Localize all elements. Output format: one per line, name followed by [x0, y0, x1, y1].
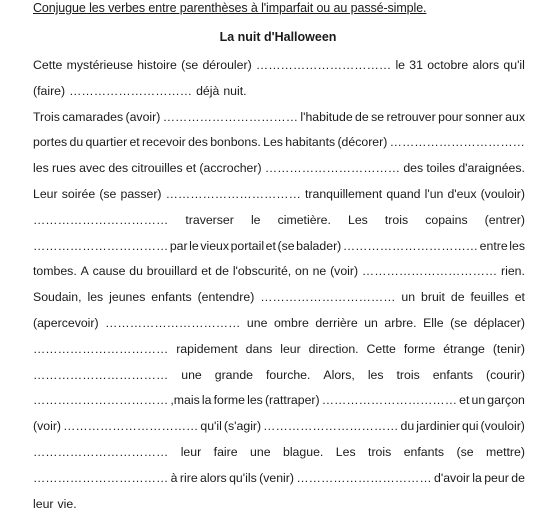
story-word: mystérieuse: [66, 58, 133, 72]
story-word: des: [403, 161, 424, 176]
story-word: cause: [92, 264, 126, 279]
answer-blank: ……………………………: [33, 470, 169, 485]
answer-blank: …………………………: [69, 83, 193, 98]
story-word: Les: [263, 135, 283, 150]
story-word: d'avoir: [434, 470, 470, 485]
story-word: et: [185, 161, 197, 176]
story-word: Trois: [33, 109, 60, 124]
story-word: (décorer): [337, 135, 388, 150]
story-line: [33, 57, 525, 73]
story-word: 31: [409, 58, 423, 72]
story-word: (tenir): [492, 341, 525, 356]
story-line: [33, 212, 525, 228]
story-word: portes: [33, 135, 68, 150]
story-word: (vouloir): [480, 187, 525, 201]
story-word: forme: [213, 393, 245, 408]
story-word: les: [247, 393, 263, 408]
story-word: tombes.: [33, 264, 77, 279]
story-word: jeunes: [109, 290, 146, 305]
story-word: l'obscurité,: [232, 264, 292, 279]
story-word: ne: [312, 264, 327, 279]
story-word: retrouver: [386, 109, 436, 124]
story-word: dans: [245, 341, 273, 356]
story-word: histoire: [137, 58, 177, 72]
story-word: (avoir): [125, 109, 161, 124]
answer-blank: ……………………………: [33, 367, 169, 382]
story-word: leur: [33, 496, 54, 511]
instruction-text: Conjugue les verbes entre parenthèses à l'imparfait ou au passé-simple.: [33, 1, 427, 15]
story-word: déjà: [196, 83, 220, 98]
story-word: Soudain,: [33, 290, 82, 305]
story-word: arbre.: [384, 316, 417, 330]
story-word: fourche.: [266, 367, 311, 382]
story-word: citrouilles: [131, 161, 183, 176]
story-word: (se: [456, 445, 474, 459]
story-word: vieux: [200, 238, 230, 253]
story-word: derrière: [315, 316, 358, 330]
story-word: de: [450, 290, 465, 305]
story-word: trois: [384, 212, 409, 227]
story-word: nuit.: [223, 83, 247, 98]
story-word: et: [201, 264, 212, 279]
story-word: (apercevoir): [33, 316, 99, 330]
story-word: traverser: [185, 212, 234, 227]
story-word: et: [265, 238, 276, 253]
answer-blank: ……………………………: [342, 238, 479, 253]
story-word: à: [170, 470, 178, 485]
story-word: leur: [180, 445, 202, 459]
answer-blank: ……………………………: [255, 58, 392, 72]
story-word: soirée: [61, 187, 96, 201]
story-line: [33, 263, 525, 279]
story-word: aux: [505, 109, 525, 124]
story-word: (se: [181, 58, 199, 72]
story-word: (voir): [330, 264, 359, 279]
story-word: rien.: [501, 264, 525, 279]
story-word: (voir): [33, 419, 62, 434]
story-word: peur: [484, 470, 509, 485]
story-line: [33, 496, 525, 512]
story-word: octobre: [427, 58, 469, 72]
story-word: qu'ils: [229, 470, 257, 485]
story-word: Les: [347, 212, 368, 227]
answer-blank: ……………………………: [389, 135, 525, 150]
answer-blank: ……………………………: [33, 212, 169, 227]
story-word: de: [355, 109, 369, 124]
story-line: [33, 186, 525, 202]
answer-blank: ……………………………: [321, 393, 457, 408]
story-word: brouillard: [146, 264, 198, 279]
story-word: et: [514, 290, 525, 305]
story-word: feuilles: [470, 290, 509, 305]
story-line: [33, 315, 525, 331]
story-word: un: [401, 290, 416, 305]
story-word: Leur: [33, 187, 58, 201]
story-word: par: [169, 238, 188, 253]
story-word: alors: [472, 58, 500, 72]
story-word: faire: [213, 445, 238, 459]
story-word: cimetière.: [277, 212, 331, 227]
story-word: forme: [403, 341, 436, 356]
story-title: La nuit d'Halloween: [219, 30, 337, 44]
story-word: le: [250, 212, 261, 227]
story-word: trois: [368, 445, 392, 459]
story-word: recevoir: [142, 135, 186, 150]
story-word: des: [188, 135, 208, 150]
story-word: du: [69, 135, 84, 150]
story-word: qu'il: [503, 58, 525, 72]
story-word: quartier: [85, 135, 128, 150]
story-word: la: [201, 393, 212, 408]
story-line: [33, 160, 525, 176]
story-word: (se: [450, 316, 468, 330]
story-word: une: [246, 316, 268, 330]
story-line: [33, 134, 525, 150]
story-word: ombre: [273, 316, 309, 330]
story-word: rues: [51, 161, 76, 176]
story-line: [33, 392, 525, 408]
story-word: Les: [335, 445, 356, 459]
story-word: enfants: [432, 367, 474, 382]
story-word: (se: [277, 238, 295, 253]
story-line: [33, 418, 525, 434]
story-word: portail: [230, 238, 265, 253]
story-word: sonner: [465, 109, 503, 124]
story-line: [33, 83, 525, 99]
story-word: de: [215, 264, 229, 279]
story-word: camarades: [62, 109, 124, 124]
story-word: rapidement: [176, 341, 238, 356]
story-word: habitants: [285, 135, 336, 150]
story-word: les: [509, 238, 525, 253]
story-word: (courir): [486, 367, 525, 382]
story-word: vie.: [57, 496, 77, 511]
story-word: le: [395, 58, 406, 72]
answer-blank: ……………………………: [33, 238, 169, 253]
story-line: [33, 341, 525, 357]
story-word: tranquillement: [304, 187, 383, 201]
story-word: Elle: [423, 316, 444, 330]
story-word: se: [371, 109, 385, 124]
story-word: les: [33, 161, 49, 176]
story-word: trois: [396, 367, 420, 382]
story-word: l'habitude: [300, 109, 353, 124]
story-word: grande: [214, 367, 254, 382]
story-word: jardinier: [416, 419, 460, 434]
story-word: pour: [438, 109, 463, 124]
story-word: l'un: [424, 187, 444, 201]
story-word: (s'agir): [223, 419, 262, 434]
answer-blank: ……………………………: [361, 264, 498, 279]
story-line: [33, 289, 525, 305]
story-word: et: [129, 135, 140, 150]
story-word: enfants: [151, 290, 192, 305]
answer-blank: ……………………………: [33, 393, 169, 408]
story-word: d'araignées.: [458, 161, 525, 176]
story-word: (venir): [259, 470, 294, 485]
story-line: [33, 470, 525, 486]
story-word: des: [108, 161, 129, 176]
story-word: un: [471, 393, 486, 408]
story-word: quand: [386, 187, 421, 201]
story-word: le: [189, 238, 199, 253]
story-word: une: [181, 367, 202, 382]
story-word: direction.: [308, 341, 359, 356]
story-word: (accrocher): [199, 161, 262, 176]
story-word: dérouler): [202, 58, 252, 72]
story-line: [33, 238, 525, 254]
story-word: (faire): [33, 83, 66, 98]
answer-blank: ……………………………: [33, 445, 169, 459]
story-word: les: [87, 290, 104, 305]
story-word: alors: [200, 470, 227, 485]
story-word: un: [364, 316, 378, 330]
story-word: A: [80, 264, 89, 279]
story-word: la: [472, 470, 482, 485]
story-word: de: [511, 470, 525, 485]
answer-blank: ……………………………: [105, 316, 241, 330]
story-word: étrange: [443, 341, 485, 356]
story-word: d'eux: [447, 187, 477, 201]
story-word: du: [129, 264, 143, 279]
story-word: qui: [462, 419, 479, 434]
story-word: les: [367, 367, 384, 382]
story-word: rire: [179, 470, 198, 485]
story-word: (vouloir): [480, 419, 525, 434]
story-word: avec: [79, 161, 106, 176]
story-word: copains: [425, 212, 468, 227]
story-word: blague.: [282, 445, 324, 459]
answer-blank: ……………………………: [33, 341, 169, 356]
story-line: [33, 367, 525, 383]
story-word: bruit: [421, 290, 445, 305]
story-word: (se: [99, 187, 117, 201]
answer-blank: ……………………………: [165, 187, 301, 201]
story-word: toiles: [426, 161, 456, 176]
story-word: bonbons.: [210, 135, 261, 150]
answer-blank: ……………………………: [264, 161, 401, 176]
story-word: enfants: [403, 445, 445, 459]
story-word: (rattraper): [264, 393, 320, 408]
answer-blank: ……………………………: [162, 109, 298, 124]
story-line: [33, 109, 525, 125]
story-word: et: [459, 393, 470, 408]
answer-blank: ……………………………: [260, 290, 396, 305]
story-word: balader): [296, 238, 342, 253]
story-word: garçon: [487, 393, 525, 408]
story-word: on: [295, 264, 309, 279]
story-word: entre: [479, 238, 508, 253]
story-line: [33, 444, 525, 460]
story-word: déplacer): [473, 316, 525, 330]
answer-blank: ……………………………: [263, 419, 399, 434]
story-word: qu'il: [200, 419, 222, 434]
answer-blank: ……………………………: [296, 470, 432, 485]
story-word: (entrer): [484, 212, 525, 227]
story-word: mettre): [486, 445, 525, 459]
story-word: Cette: [366, 341, 396, 356]
story-word: leur: [280, 341, 301, 356]
story-word: (entendre): [197, 290, 255, 305]
answer-blank: ……………………………: [63, 419, 199, 434]
story-word: du: [400, 419, 415, 434]
story-word: une: [250, 445, 271, 459]
story-word: ,mais: [170, 393, 200, 408]
story-word: passer): [120, 187, 162, 201]
story-word: Alors,: [323, 367, 355, 382]
story-word: Cette: [33, 58, 63, 72]
